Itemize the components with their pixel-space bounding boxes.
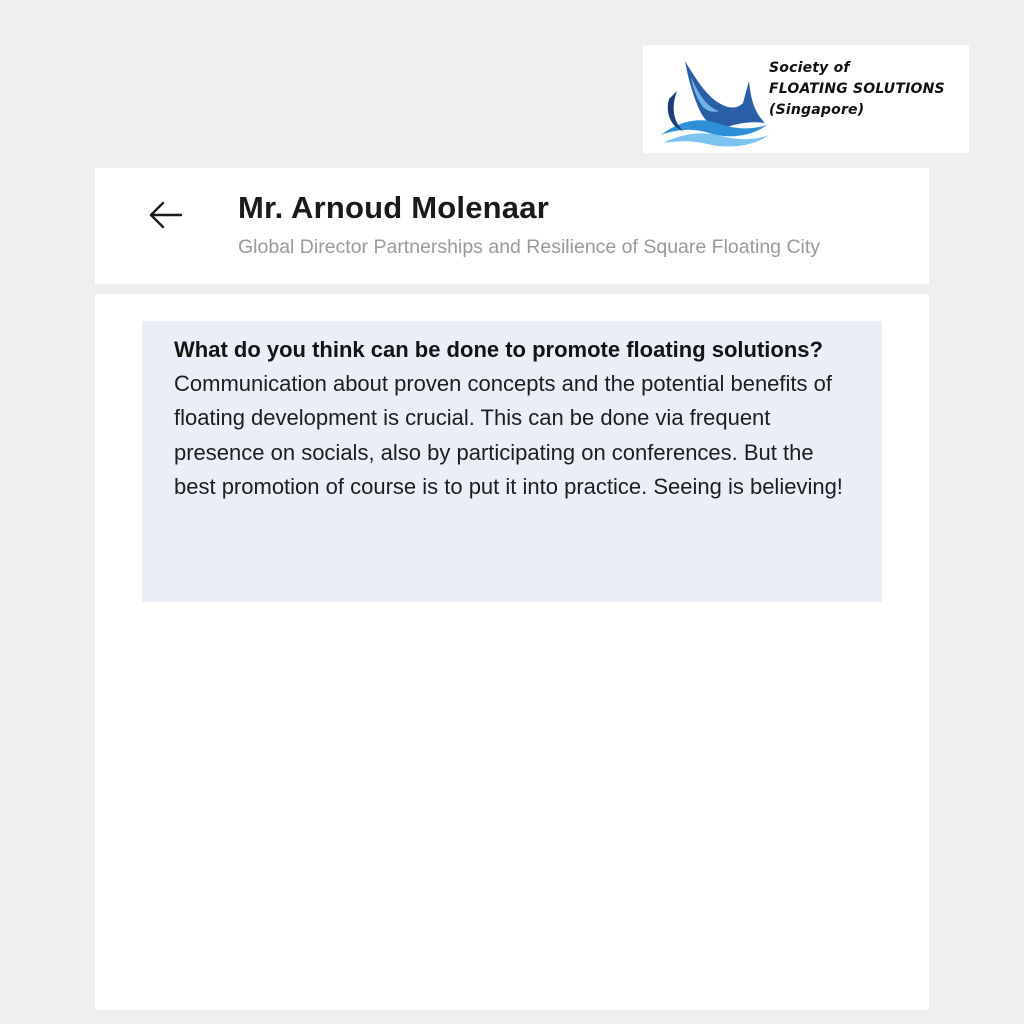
society-logo [643,45,969,153]
back-button[interactable] [147,200,185,230]
manta-ray-wave-icon [657,51,769,149]
person-role: Global Director Partnerships and Resilience of Square Floating City [238,236,821,258]
question-text: What do you think can be done to promote floating solutions? [174,337,823,362]
logo-line-3: (Singapore) [769,102,865,118]
qa-block [142,321,882,602]
profile-header [95,168,929,284]
answer-text: Communication about proven concepts and the potential benefits of floating development is crucial. This can be done via frequent presence on socials, also by participating on conferences. But the best promotion of course is to put it into practice. Seeing is believing! [174,371,843,499]
logo-line-2: FLOATING SOLUTIONS [769,81,945,97]
arrow-left-icon [147,200,185,230]
content-card [95,294,929,1010]
logo-line-1: Society of [769,60,850,76]
logo-text [769,58,945,121]
person-name: Mr. Arnoud Molenaar [238,190,549,225]
